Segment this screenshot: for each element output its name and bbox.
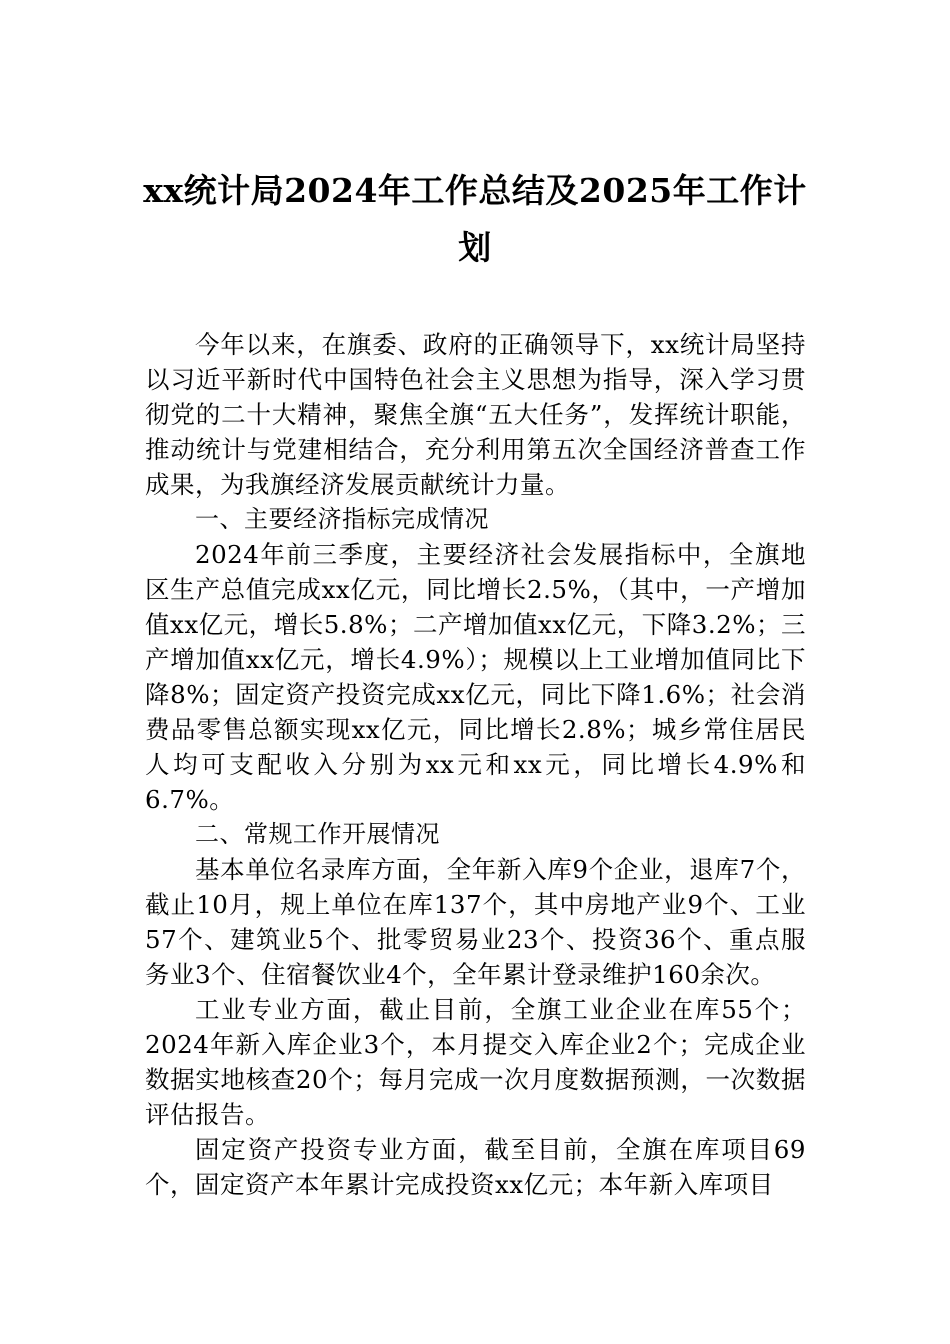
section-heading-routine-work: 二、常规工作开展情况 — [195, 820, 440, 848]
paragraph-fixed-asset-investment: 固定资产投资专业方面，截至目前，全旗在库项目69个，固定资产本年累计完成投资xx亿元；本年新入库项目 — [145, 1135, 806, 1199]
paragraph-unit-directory: 基本单位名录库方面，全年新入库9个企业，退库7个，截止10月，规上单位在库137个，其中房地产业9个、工业57个、建筑业5个、批零贸易业23个、投资36个、重点服务业3个、住宿餐饮业4个，全年累计登录维护160余次。 — [145, 855, 806, 989]
section-heading-economic-indicators: 一、主要经济指标完成情况 — [195, 505, 489, 533]
document-title: xx统计局2024年工作总结及2025年工作计划 — [143, 171, 807, 267]
paragraph-economic-indicators: 2024年前三季度，主要经济社会发展指标中，全旗地区生产总值完成xx亿元，同比增长2.5%，（其中，一产增加值xx亿元，增长5.8%；二产增加值xx亿元，下降3.2%；三产增加值xx亿元，增长4.9%）；规模以上工业增加值同比下降8%；固定资产投资完成xx亿元，同比下降1.6%；社会消费品零售总额实现xx亿元，同比增长2.8%；城乡常住居民人均可支配收入分别为xx元和xx元，同比增长4.9%和6.7%。 — [145, 540, 806, 814]
document-body — [145, 327, 806, 1202]
paragraph-industry: 工业专业方面，截止目前，全旗工业企业在库55个；2024年新入库企业3个，本月提交入库企业2个；完成企业数据实地核查20个；每月完成一次月度数据预测，一次数据评估报告。 — [145, 995, 806, 1129]
paragraph-intro: 今年以来，在旗委、政府的正确领导下，xx统计局坚持以习近平新时代中国特色社会主义思想为指导，深入学习贯彻党的二十大精神，聚焦全旗“五大任务”，发挥统计职能，推动统计与党建相结合，充分利用第五次全国经济普查工作成果，为我旗经济发展贡献统计力量。 — [145, 330, 806, 499]
